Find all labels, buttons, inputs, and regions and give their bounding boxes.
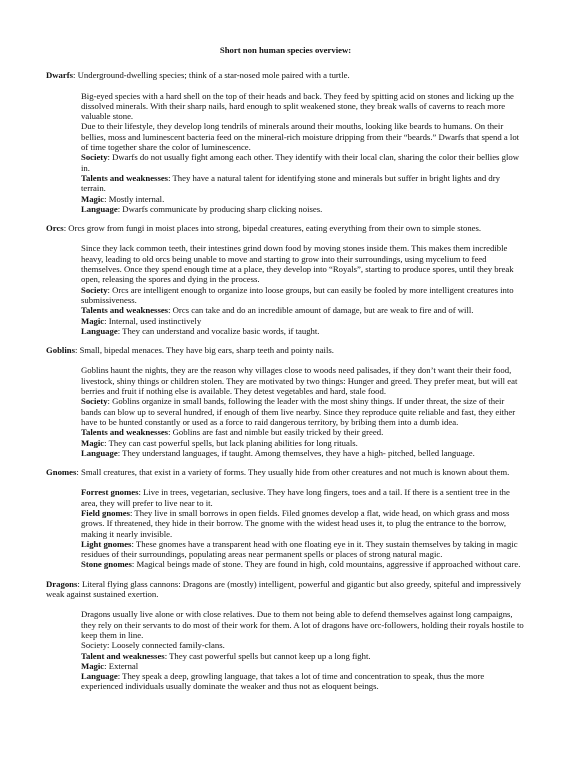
orcs-name: Orcs [46, 223, 64, 234]
section-dragons [46, 579, 525, 692]
gnomes-intro [46, 467, 525, 477]
orcs-intro [46, 223, 525, 233]
magic-text: : External [104, 660, 139, 671]
magic-label: Magic [81, 660, 105, 671]
society-label: Society [81, 152, 108, 163]
dwarfs-description-1: Big-eyed species with a hard shell on the top of their heads and back. They feed by spitting acid on stones and licking up the dissolved minerals. With their sharp nails, hard enough to split weakened stone, they break walls of caverns to reach more valuable stone. [81, 90, 514, 122]
orcs-intro-text: : Orcs grow from fungi in moist places into strong, bipedal creatures, eating everything from their own to simple stones. [63, 223, 482, 234]
magic-label: Magic [81, 193, 105, 204]
dragons-description-1: Dragons usually live alone or with close relatives. Due to them not being able to defend themselves against long campaigns, they rely on their servants to do most of their work for them. A lot of dragons have orc-followers, holding their royals hostile to keep them in line. [81, 609, 524, 640]
dwarfs-magic [81, 194, 525, 204]
orcs-details [81, 243, 525, 336]
society-text: : Dwarfs do not usually fight among each other. They identify with their local clan, sharing the color their bellies glow in. [81, 152, 519, 173]
gnomes-intro-text: : Small creatures, that exist in a variety of forms. They usually hide from other creatures and not much is known about them. [76, 467, 510, 478]
magic-text: : Mostly internal. [104, 193, 165, 204]
stone-gnomes [81, 559, 525, 569]
talents-text: : They cast powerful spells but cannot keep up a long fight. [164, 650, 371, 661]
talents-label: Talents and weaknesses [81, 172, 169, 183]
dwarfs-intro-text: : Underground-dwelling species; think of a star-nosed mole paired with a turtle. [73, 70, 350, 81]
dwarfs-intro [46, 70, 525, 80]
goblins-talents [81, 427, 525, 437]
dragons-intro [46, 579, 525, 600]
light-gnomes-text: : These gnomes have a transparent head with one floating eye in it. They sustain themselves by taking in magic residues of their surroundings, populating areas near permanent spells or places of strong natural magic. [81, 538, 518, 560]
stone-gnomes-text: : Magical beings made of stone. They are found in high, cold mountains, aggressive if approached without care. [131, 559, 521, 570]
section-orcs [46, 223, 525, 336]
language-text: : Dwarfs communicate by producing sharp clicking noises. [117, 203, 323, 214]
goblins-magic [81, 438, 525, 448]
society-label: Society [81, 284, 108, 295]
dragons-details [81, 609, 525, 691]
goblins-intro-text: : Small, bipedal menaces. They have big ears, sharp teeth and pointy nails. [74, 345, 334, 356]
goblins-intro [46, 345, 525, 355]
dragons-society: Society: Loosely connected family-clans. [81, 640, 225, 651]
dwarfs-talents [81, 173, 525, 194]
orcs-talents [81, 305, 525, 315]
society-label: Society [81, 396, 108, 407]
dwarfs-society [81, 152, 525, 173]
orcs-description-1: Since they lack common teeth, their intestines grind down food by moving stones inside them. This makes them incredible heavy, leading to old orcs being unable to move and starting to grow into their surroundings, using mycelium to feed themselves. Once they spend enough time at a place, they develop into “Royals”, starting to produce spores, until they break open, releasing the spores and dying in the process. [81, 243, 514, 285]
talents-text: : Goblins are fast and nimble but easily tricked by their greed. [168, 427, 384, 438]
dragons-talents [81, 651, 525, 661]
dwarfs-description-2: Due to their lifestyle, they develop long tendrils of minerals around their mouths, looking like beards to humans. On their bellies, moss and luminescent bacteria feed on the mineral-rich moisture dripping from their “beards.” Dwarfs that spend a lot of time together share the color of luminescence. [81, 121, 520, 153]
language-label: Language [81, 203, 118, 214]
field-gnomes-text: : They live in small borrows in open fields. Filed gnomes develop a flat, wide head, on which grass and moss grows. If threatened, they hide in their borrow. The gnome with the widest head uses it, to plug the entrance to the borrow, making it nearly invisible. [81, 507, 510, 539]
goblins-society [81, 396, 525, 427]
goblins-details [81, 365, 525, 458]
society-text: : Orcs are intelligent enough to organize into loose groups, but can easily be fooled by more intelligent creatures into submissiveness. [81, 284, 514, 305]
dragons-intro-text: : Literal flying glass cannons: Dragons are (mostly) intelligent, powerful and gigantic but also greedy, spiteful and impressively weak against sustained exertion. [46, 578, 521, 600]
forrest-gnomes-label: Forrest gnomes [81, 487, 139, 498]
orcs-language [81, 326, 525, 336]
talents-label: Talent and weaknesses [81, 650, 165, 661]
orcs-society [81, 285, 525, 306]
talents-text: : They have a natural talent for identifying stone and minerals but suffer in bright lights and dry terrain. [81, 172, 500, 194]
field-gnomes [81, 508, 525, 539]
language-label: Language [81, 447, 118, 458]
forrest-gnomes [81, 487, 525, 508]
gnomes-name: Gnomes [46, 467, 77, 478]
language-text: : They speak a deep, growling language, that takes a lot of time and concentration to speak, thus the more experienced individuals usually dominate the weaker and thus not as eloquent beings. [81, 671, 485, 692]
field-gnomes-label: Field gnomes [81, 507, 130, 518]
section-dwarfs [46, 70, 525, 214]
page-title: Short non human species overview: [219, 45, 352, 55]
language-label: Language [81, 671, 118, 682]
orcs-magic [81, 316, 525, 326]
dwarfs-language [81, 204, 525, 214]
forrest-gnomes-text: : Live in trees, vegetarian, seclusive. They have long fingers, toes and a tail. If there is a sentient tree in the area, they will prefer to live near to it. [81, 487, 510, 508]
language-text: : They understand languages, if taught. Among themselves, they have a high- pitched, belled language. [117, 447, 475, 458]
light-gnomes [81, 539, 525, 560]
magic-label: Magic [81, 315, 105, 326]
magic-text: : They can cast powerful spells, but lack planing abilities for long rituals. [104, 437, 358, 448]
language-label: Language [81, 325, 118, 336]
stone-gnomes-label: Stone gnomes [81, 559, 132, 570]
talents-text: : Orcs can take and do an incredible amount of damage, but are weak to fire and of will. [168, 305, 474, 316]
dragons-language [81, 671, 525, 692]
language-text: : They can understand and vocalize basic words, if taught. [117, 325, 320, 336]
talents-label: Talents and weaknesses [81, 427, 169, 438]
magic-text: : Internal, used instinctively [104, 315, 202, 326]
dwarfs-name: Dwarfs [46, 70, 74, 81]
dragons-magic [81, 661, 525, 671]
section-gnomes [46, 467, 525, 570]
goblins-name: Goblins [46, 345, 75, 356]
section-goblins [46, 345, 525, 458]
dragons-name: Dragons [46, 578, 78, 589]
goblins-description-1: Goblins haunt the nights, they are the reason why villages close to woods need palisades, if they don’t want their their food, livestock, shiny things or children stolen. They are motivated by two things: Hunger and greed. They prefer meat, but will eat berries and fruit if nothing else is available. They detest vegetables and hard, stale food. [81, 365, 518, 397]
talents-label: Talents and weaknesses [81, 305, 169, 316]
light-gnomes-label: Light gnomes [81, 538, 132, 549]
goblins-language [81, 448, 525, 458]
society-text: : Goblins organize in small bands, following the leader with the most shiny things. If under threat, the size of their bands can blow up to several hundred, if enough of them live nearby. Since they reproduce quite reliable and fast, they either have to be hunted constantly or used as a force to raid dangerous territory, by bribing them into a dumb idea. [81, 396, 516, 427]
gnomes-details [81, 487, 525, 569]
dwarfs-details [81, 91, 525, 215]
magic-label: Magic [81, 437, 105, 448]
